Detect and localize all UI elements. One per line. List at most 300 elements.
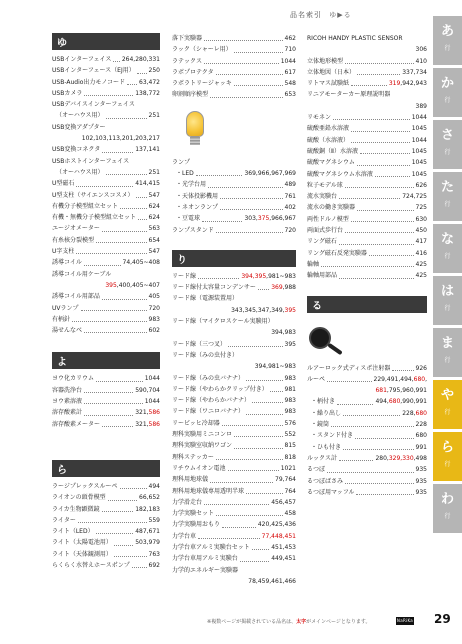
entry-pages: 724,725	[402, 193, 427, 201]
entry-pages: 450	[415, 227, 427, 235]
entry-pages: 321,586	[135, 420, 160, 428]
section-heading-ri: り	[172, 250, 296, 267]
index-entry	[172, 406, 296, 417]
entry-list	[52, 54, 160, 336]
index-entry	[52, 385, 160, 396]
index-entry	[52, 190, 160, 201]
entry-name: USBインターフェース（EJ用）	[52, 67, 135, 75]
kana-index-tabs	[433, 16, 462, 536]
index-entry	[52, 325, 160, 336]
index-entry	[172, 440, 296, 451]
entry-name: リード線（やわらかバナナ）	[172, 397, 251, 405]
entry-name: るつぼ用マッフル	[307, 488, 355, 496]
entry-list	[172, 271, 296, 587]
entry-name: ・スタンド付き	[311, 432, 354, 440]
entry-name: 硫酸（水溶液）	[307, 136, 350, 144]
entry-list	[172, 33, 296, 101]
entry-pages: 1045	[411, 125, 427, 133]
entry-name: 理科実験用ミニコンロ	[172, 431, 233, 439]
entry-name: リード線（マイクロスケール実験用）	[172, 318, 274, 326]
entry-name: 有機・無機分子模型組立セット	[52, 214, 137, 222]
entry-pages: 228,680	[402, 409, 427, 417]
entry-name: ラック（シャーレ用）	[172, 46, 232, 54]
entry-name: ライター	[52, 516, 76, 524]
kana-tab[interactable]	[433, 172, 462, 221]
index-entry	[172, 191, 296, 202]
kana-tab-label: か	[440, 76, 454, 91]
brand-logo: NaRiKa	[396, 618, 414, 623]
index-entry	[172, 202, 296, 213]
entry-pages: 138,772	[135, 89, 160, 97]
entry-name: UVランプ	[52, 304, 79, 312]
kana-tab-label: は	[440, 284, 454, 299]
entry-name: ラテックス	[172, 57, 202, 65]
index-entry	[52, 537, 160, 548]
kana-tab-label: さ	[440, 128, 454, 143]
entry-name: 理科用地球儀	[172, 476, 209, 484]
entry-name: ・天体投影機用	[176, 192, 219, 200]
entry-name: 硫酸マグネシウム水溶液	[307, 170, 373, 178]
index-entry	[52, 515, 160, 526]
section-heading-ru: る	[307, 296, 427, 313]
entry-name: ルックス計	[307, 454, 337, 462]
section-heading-yo: よ	[52, 352, 160, 369]
entry-pages: 337,734	[402, 68, 427, 76]
index-entry	[172, 508, 296, 519]
entry-name: るつぼばさみ	[307, 477, 343, 485]
index-entry	[307, 487, 427, 498]
index-entry	[52, 396, 160, 407]
index-entry	[172, 271, 296, 282]
footer-text: がメインページとなります。	[306, 619, 371, 625]
entry-pages-continued: 102,103,113,201,203,217	[81, 135, 160, 143]
entry-name: USB-Audio出力モノコード	[52, 78, 126, 86]
page-number: 29	[434, 612, 451, 626]
entry-name: U字支柱	[52, 248, 75, 256]
index-entry	[307, 464, 427, 475]
index-entry	[52, 110, 160, 121]
index-entry	[52, 407, 160, 418]
index-entry	[52, 504, 160, 515]
index-entry	[172, 339, 296, 350]
entry-pages: 1044	[144, 375, 160, 383]
index-entry	[52, 246, 160, 257]
entry-name: 力学実験用おもり	[172, 521, 221, 529]
entry-name: 卵割順序模型	[172, 91, 209, 99]
entry-pages: 1044	[144, 398, 160, 406]
entry-name: 理科用地球儀専用透明半球	[172, 487, 245, 495]
entry-pages-continued: 343,345,347,349,395	[231, 306, 296, 314]
entry-name: らくらく水替えホースポンプ	[52, 561, 130, 569]
entry-pages: 319,942,943	[388, 80, 427, 88]
entry-pages: 137,141	[135, 146, 160, 154]
section-ru	[307, 296, 427, 499]
entry-name: 立体地形模型	[307, 57, 344, 65]
entry-name: リード線付太容量コンデンサー	[172, 284, 256, 292]
entry-name: リード線（三つ叉）	[172, 340, 227, 348]
entry-name: 誘導コイル用ケーブル	[52, 270, 112, 278]
kana-tab[interactable]	[433, 432, 462, 481]
entry-name: ヨウ化カリウム	[52, 375, 94, 383]
index-entry	[307, 135, 427, 146]
kana-tab-row-label: 行	[444, 97, 451, 104]
entry-pages: 624	[148, 214, 160, 222]
index-entry	[52, 235, 160, 246]
entry-pages: 228	[415, 421, 427, 429]
entry-pages: 74,405~408	[122, 259, 160, 267]
index-entry	[172, 179, 296, 190]
entry-pages: 983	[284, 397, 296, 405]
entry-pages-continued: 306	[415, 46, 427, 54]
entry-name: ライト（LED）	[52, 528, 94, 536]
index-entry	[52, 314, 160, 325]
index-entry	[172, 565, 296, 576]
entry-name: リード線	[172, 272, 197, 280]
entry-name: ヨウ素溶液	[52, 398, 83, 406]
entry-pages: 818	[284, 453, 296, 461]
index-entry	[307, 374, 427, 385]
kana-tab-row-label: 行	[444, 461, 451, 468]
entry-name: USB変換コネクタ	[52, 146, 101, 154]
entry-name: USBカメラ	[52, 89, 83, 97]
entry-pages: 654	[148, 236, 160, 244]
footer-emphasis: 太字	[296, 619, 307, 625]
entry-list	[172, 157, 296, 236]
entry-name: 有柄針	[52, 315, 71, 323]
entry-pages: 494	[148, 482, 160, 490]
index-entry	[52, 212, 160, 223]
entry-pages: 303,375,966,967	[244, 215, 296, 223]
entry-name: 誘導コイル用部品	[52, 293, 100, 301]
entry-pages: 763	[148, 550, 160, 558]
entry-pages: 710	[284, 46, 296, 54]
entry-pages: 321,586	[135, 409, 160, 417]
entry-name: 力学台車	[172, 532, 197, 540]
entry-pages: 981	[284, 385, 296, 393]
entry-name: ランプスタンド	[172, 226, 214, 234]
column-2	[172, 33, 296, 589]
entry-name: USBインターフェイス	[52, 56, 112, 63]
entry-pages: 182,183	[135, 505, 160, 513]
section-ri	[172, 250, 296, 587]
entry-pages: 563	[148, 225, 160, 233]
entry-pages: 653	[284, 91, 296, 99]
index-entry	[307, 259, 427, 270]
entry-pages: 77,448,451	[261, 532, 296, 540]
entry-name: （オーハウス用）	[56, 112, 104, 120]
index-entry	[307, 146, 427, 157]
section-heading-ra: ら	[52, 460, 160, 477]
index-entry	[172, 78, 296, 89]
entry-pages-continued: 395,400,405~407	[105, 281, 160, 289]
entry-pages: 983	[284, 374, 296, 382]
index-entry	[52, 88, 160, 99]
index-entry	[172, 486, 296, 497]
index-entry	[52, 560, 160, 571]
column-3	[307, 33, 427, 500]
entry-name: ・ネオンランプ	[176, 203, 219, 211]
entry-pages: 395	[284, 340, 296, 348]
entry-name: 溶存酸素計	[52, 409, 83, 417]
kana-tab-row-label: 行	[444, 513, 451, 520]
index-entry	[307, 169, 427, 180]
entry-pages: 547	[148, 248, 160, 256]
index-entry	[172, 519, 296, 530]
index-entry	[307, 248, 427, 259]
entry-pages: 264,280,331	[121, 56, 160, 63]
entry-name: リード線（電源装置用）	[172, 295, 239, 303]
entry-name: U型磁石	[52, 180, 75, 188]
entry-pages: 1045	[411, 159, 427, 167]
entry-pages: 815	[284, 442, 296, 450]
index-entry	[172, 429, 296, 440]
kana-tab-row-label: 行	[444, 305, 451, 312]
kana-tab-label: わ	[440, 492, 454, 507]
entry-name: 両面式歩行台	[307, 227, 344, 235]
entry-pages: 761	[284, 192, 296, 200]
entry-name: 輪軸用部品	[307, 272, 338, 280]
kana-tab-label: ら	[440, 440, 454, 455]
entry-list	[307, 363, 427, 499]
entry-name: 有機分子模型組立セット	[52, 202, 119, 210]
entry-pages: 410	[415, 57, 427, 65]
index-entry	[307, 408, 427, 419]
kana-tab-label: あ	[440, 24, 454, 39]
index-entry	[172, 157, 296, 168]
entry-name: 流水実験台	[307, 193, 338, 201]
entry-name: ライカ生物顕微鏡	[52, 505, 100, 513]
entry-name: ・鏡筒	[311, 421, 330, 429]
footer-note	[207, 618, 371, 625]
kana-tab-label: や	[440, 388, 454, 403]
index-entry	[52, 99, 160, 110]
kana-tab[interactable]	[433, 328, 462, 377]
kana-tab-row-label: 行	[444, 409, 451, 416]
kana-tab[interactable]	[433, 380, 462, 429]
index-entry	[172, 213, 296, 224]
section-heading-yu: ゆ	[52, 33, 160, 50]
kana-tab[interactable]	[433, 224, 462, 273]
index-entry	[307, 363, 427, 374]
entry-pages: 1044	[411, 136, 427, 144]
entry-pages: 462	[284, 35, 296, 42]
entry-pages: 250	[148, 67, 160, 75]
index-entry	[307, 453, 427, 464]
entry-name: リード線（みの虫バナナ）	[172, 374, 245, 382]
entry-name: ユージオメーター	[52, 225, 100, 233]
entry-pages: 251	[148, 112, 160, 120]
entry-pages-continued: 394,983	[271, 329, 296, 337]
entry-pages: 1044	[280, 57, 296, 65]
entry-name: 両性ドルノ模型	[307, 215, 349, 223]
index-entry	[172, 452, 296, 463]
entry-name: USB変換アダプター	[52, 123, 106, 131]
entry-pages: 451,453	[271, 543, 296, 551]
entry-name: ラボラトリージャッキ	[172, 80, 232, 88]
entry-pages-continued: 389	[415, 102, 427, 110]
index-entry	[52, 144, 160, 155]
kana-tab[interactable]	[433, 276, 462, 325]
entry-pages: 503,979	[135, 539, 160, 547]
index-entry	[172, 384, 296, 395]
index-entry	[307, 33, 427, 44]
index-entry	[307, 236, 427, 247]
entry-name: 硫酸亜鉛水溶液	[307, 125, 350, 133]
index-entry	[172, 293, 296, 304]
index-entry	[172, 395, 296, 406]
entry-pages: 590,704	[135, 386, 160, 394]
index-entry	[52, 156, 160, 167]
index-entry	[52, 291, 160, 302]
index-entry	[52, 269, 160, 280]
entry-pages-continued: 78,459,461,466	[248, 577, 296, 585]
index-entry	[172, 463, 296, 474]
entry-name: 理科実験室収納ワゴン	[172, 442, 233, 450]
kana-tab[interactable]	[433, 120, 462, 169]
index-entry	[172, 474, 296, 485]
entry-pages: 1044	[411, 114, 427, 122]
index-entry	[307, 419, 427, 430]
kana-tab[interactable]	[433, 68, 462, 117]
entry-pages: 414,415	[135, 180, 160, 188]
entry-name: リチウムイオン電池	[172, 464, 226, 472]
entry-pages: 66,652	[139, 494, 160, 502]
index-entry	[307, 396, 427, 407]
index-entry	[172, 418, 296, 429]
entry-name: （オーハウス用）	[56, 168, 104, 176]
entry-name: 輪軸	[307, 260, 320, 268]
entry-list	[52, 481, 160, 571]
index-entry	[172, 542, 296, 553]
kana-tab[interactable]	[433, 16, 462, 65]
index-entry	[52, 122, 160, 133]
entry-pages: 280,329,330,498	[375, 454, 427, 462]
entry-pages: 548	[284, 80, 296, 88]
entry-name: ライオンの頭骨模型	[52, 494, 106, 502]
footer-text: ※複数ページが掲載されている品名は、	[207, 619, 297, 625]
entry-pages: 63,472	[139, 78, 160, 86]
entry-name: 硫酸マグネシウム	[307, 159, 355, 167]
entry-name: 硫酸銅（Ⅱ）水溶液	[307, 147, 358, 155]
kana-tab-label: た	[440, 180, 454, 195]
entry-pages-continued: 394,981~983	[254, 363, 296, 371]
entry-list	[52, 373, 160, 429]
entry-pages: 983	[148, 315, 160, 323]
column-1	[52, 33, 160, 573]
entry-name: U型支柱（サイエンスコスメ）	[52, 191, 134, 199]
entry-pages: 458	[284, 510, 296, 518]
entry-name: ・LED	[176, 170, 194, 178]
index-header	[290, 10, 426, 20]
index-entry	[172, 33, 296, 44]
entry-pages: 552	[284, 431, 296, 439]
index-entry	[307, 270, 427, 281]
entry-name: ラージプレックスルーペ	[52, 482, 118, 490]
entry-name: 有糸核分裂模型	[52, 236, 95, 244]
kana-tab[interactable]	[433, 484, 462, 533]
kana-tab-row-label: 行	[444, 357, 451, 364]
entry-name: リード線（みの虫付き）	[172, 351, 239, 359]
index-entry	[52, 54, 160, 65]
index-entry	[172, 56, 296, 67]
kana-tab-row-label: 行	[444, 201, 451, 208]
section-yu	[52, 33, 160, 336]
index-entry	[307, 476, 427, 487]
entry-name: ルーペ	[307, 375, 326, 383]
entry-pages: 489	[284, 181, 296, 189]
entry-name: リトマス試験紙	[307, 80, 350, 88]
entry-pages: 935	[415, 466, 427, 474]
entry-pages: 394,395,981~983	[241, 272, 296, 280]
entry-name: ・光学台用	[176, 181, 207, 189]
index-entry	[52, 77, 160, 88]
index-entry	[307, 89, 427, 100]
entry-name: ・柄付き	[311, 398, 336, 406]
entry-pages: 935	[415, 477, 427, 485]
crucible-image	[307, 317, 425, 357]
entry-name: リング磁石	[307, 238, 337, 246]
entry-pages: 251	[148, 168, 160, 176]
entry-pages: 692	[148, 561, 160, 569]
index-entry	[172, 553, 296, 564]
entry-pages: 576	[284, 419, 296, 427]
index-title: 品名索引	[290, 11, 322, 19]
entry-pages: 456,457	[271, 498, 296, 506]
entry-name: 立体地図（日本）	[307, 68, 356, 76]
entry-pages: 494,680,990,991	[375, 398, 427, 406]
section-ra	[52, 460, 160, 571]
index-entry	[307, 442, 427, 453]
kana-tab-label: ま	[440, 336, 454, 351]
entry-pages: 425	[415, 260, 427, 268]
entry-pages: 1045	[411, 147, 427, 155]
entry-pages: 1045	[411, 170, 427, 178]
entry-list	[307, 33, 427, 282]
entry-pages: 559	[148, 516, 160, 524]
entry-name: ライト（太陽電池用）	[52, 539, 112, 547]
entry-name: ・豆電球	[176, 215, 201, 223]
entry-name: RICOH HANDY PLASTIC SENSOR	[307, 35, 403, 42]
index-entry	[52, 223, 160, 234]
entry-name: ランプ	[172, 158, 191, 166]
entry-pages: 229,491,494,680,	[373, 375, 427, 383]
index-entry	[172, 350, 296, 361]
entry-name: ラボプロテクタ	[172, 68, 214, 76]
entry-pages: 417	[415, 238, 427, 246]
index-entry	[307, 202, 427, 213]
entry-name: 力学台車用アルミ実験台	[172, 555, 238, 563]
entry-pages: 680	[415, 432, 427, 440]
entry-name: ライト（天体観測用）	[52, 550, 112, 558]
entry-name: 力学台車アルミ実験台セット	[172, 543, 250, 551]
index-entry	[172, 168, 296, 179]
index-entry	[52, 481, 160, 492]
index-entry	[172, 531, 296, 542]
index-entry	[52, 201, 160, 212]
index-entry	[307, 225, 427, 236]
kana-tab-label: な	[440, 232, 454, 247]
entry-name: リニアモーターカー原理説明器	[307, 91, 391, 99]
entry-pages: 764	[284, 487, 296, 495]
entry-pages: 630	[415, 215, 427, 223]
entry-name: るつぼ	[307, 466, 325, 474]
light-bulb-image	[172, 105, 290, 151]
index-entry	[307, 214, 427, 225]
entry-pages-continued: 681,795,960,991	[375, 387, 427, 395]
index-entry	[52, 419, 160, 430]
entry-pages: 1021	[280, 464, 296, 472]
index-entry	[52, 492, 160, 503]
